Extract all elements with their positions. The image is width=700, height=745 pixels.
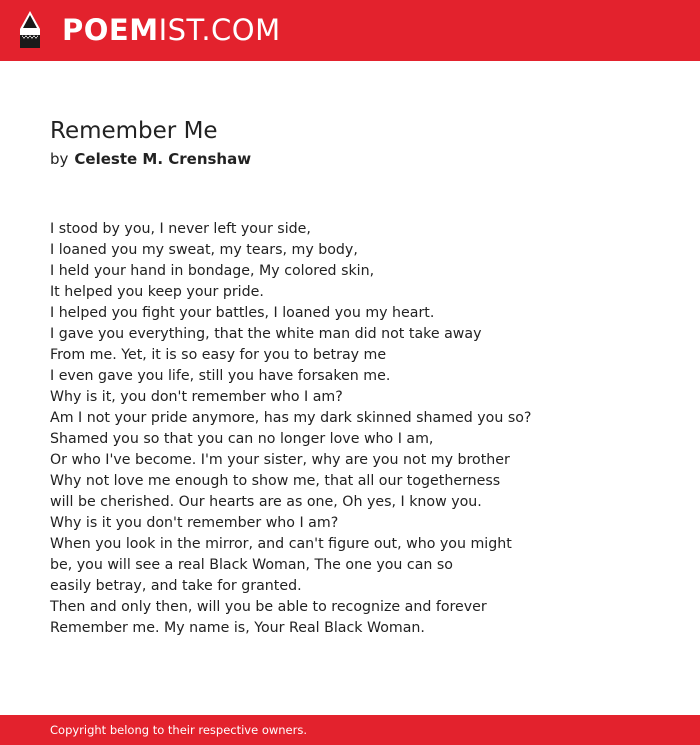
poem-line: I loaned you my sweat, my tears, my body,: [50, 242, 358, 258]
logo-bold-text: POEM: [62, 13, 159, 47]
logo-light-text: IST.COM: [158, 13, 281, 47]
site-footer: [0, 715, 700, 745]
poem-line: Shamed you so that you can no longer love who I am,: [50, 431, 434, 447]
poem-line: Why is it, you don't remember who I am?: [50, 389, 343, 405]
poem-line: When you look in the mirror, and can't figure out, who you might: [50, 536, 512, 552]
poem-line: Remember me. My name is, Your Real Black Woman.: [50, 620, 425, 636]
copyright-text: Copyright belong to their respective owners.: [50, 723, 308, 737]
poem-line: I held your hand in bondage, My colored skin,: [50, 263, 375, 279]
byline: [50, 149, 251, 169]
poem-line: be, you will see a real Black Woman, The one you can so: [50, 557, 453, 573]
poem-body: [50, 219, 670, 639]
poem-line: I stood by you, I never left your side,: [50, 221, 311, 237]
poem-line: Why is it you don't remember who I am?: [50, 515, 339, 531]
poem-line: Am I not your pride anymore, has my dark skinned shamed you so?: [50, 410, 532, 426]
poem-line: It helped you keep your pride.: [50, 284, 264, 300]
site-header: [0, 0, 700, 61]
poem-title: Remember Me: [50, 118, 218, 144]
poem-line: From me. Yet, it is so easy for you to betray me: [50, 347, 387, 363]
poem-line: Or who I've become. I'm your sister, why are you not my brother: [50, 452, 510, 468]
pencil-tip-icon: [18, 10, 42, 50]
poem-line: I even gave you life, still you have forsaken me.: [50, 368, 391, 384]
poem-line: I helped you fight your battles, I loaned you my heart.: [50, 305, 435, 321]
poem-line: Why not love me enough to show me, that all our togetherness: [50, 473, 501, 489]
poem-line: easily betray, and take for granted.: [50, 578, 302, 594]
poem-line: Then and only then, will you be able to recognize and forever: [50, 599, 487, 615]
author-name: Celeste M. Crenshaw: [74, 150, 252, 168]
by-label: by: [50, 150, 69, 168]
site-logo[interactable]: [62, 12, 281, 48]
poem-line: I gave you everything, that the white man did not take away: [50, 326, 482, 342]
poem-line: will be cherished. Our hearts are as one, Oh yes, I know you.: [50, 494, 482, 510]
